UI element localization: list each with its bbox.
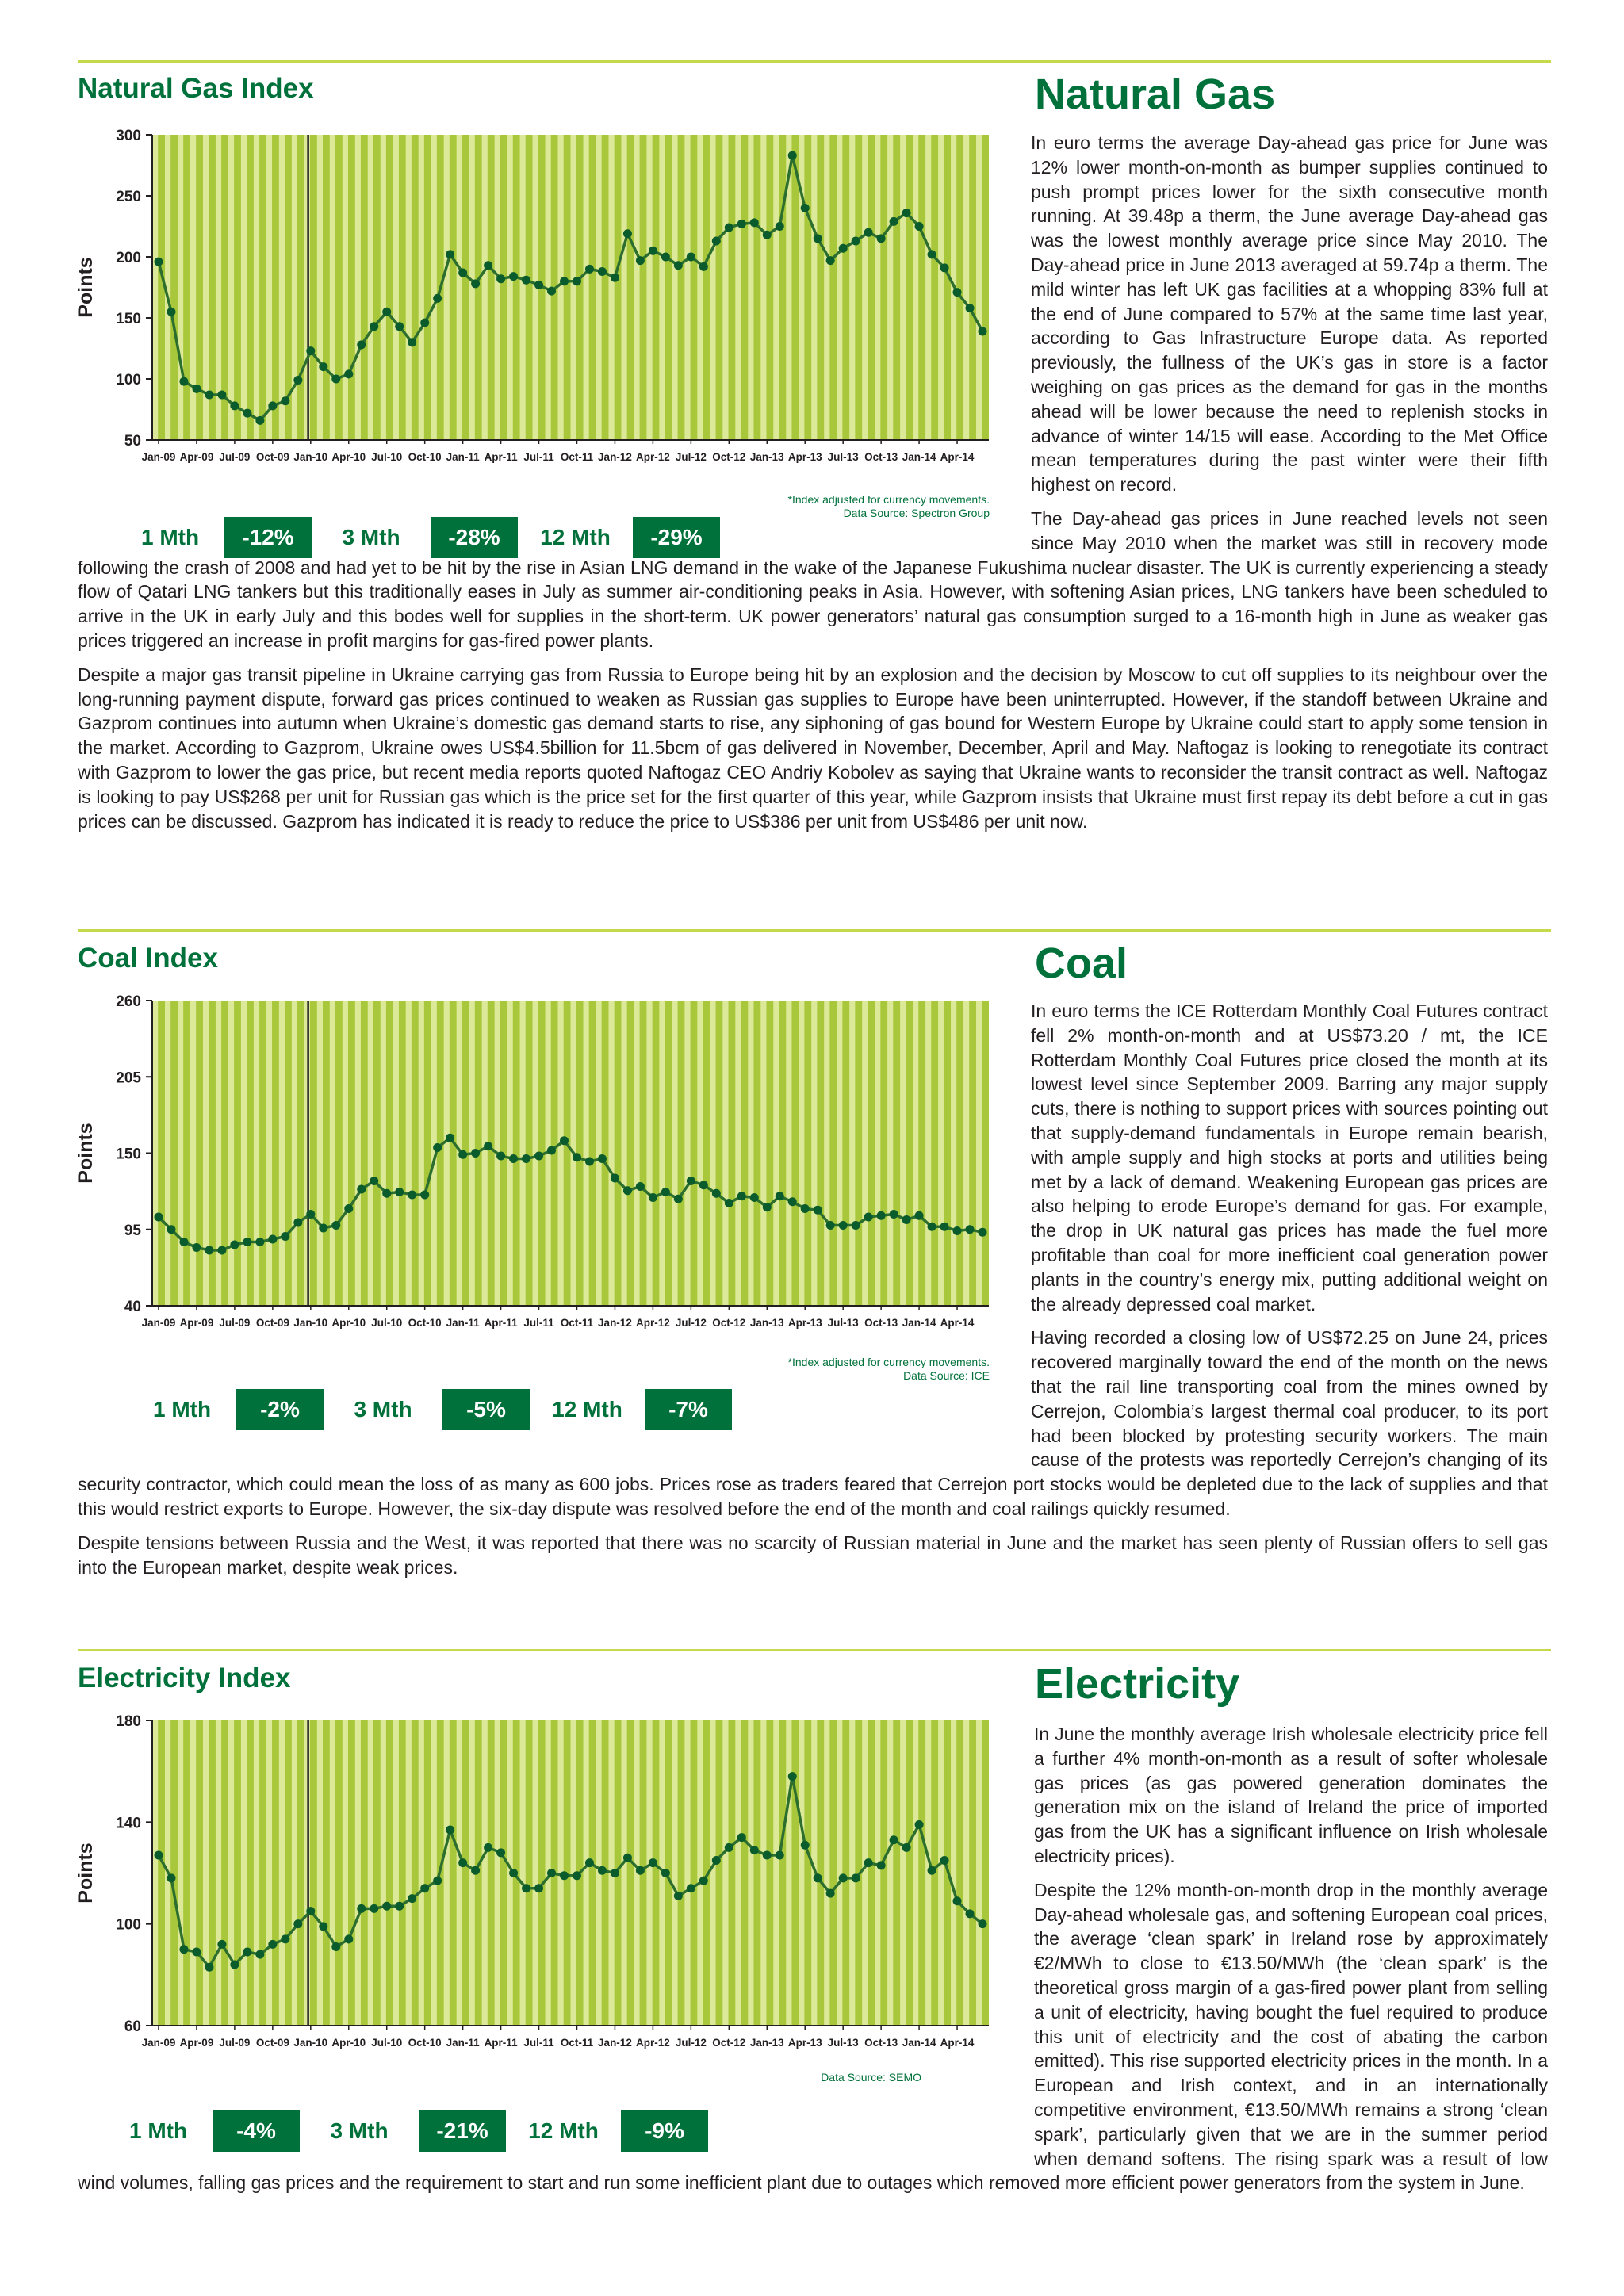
section-divider [78,929,1551,932]
y-tick-label: 205 [116,1070,141,1087]
x-tick-label: Apr-10 [331,451,366,463]
gas-note-currency: *Index adjusted for currency movements. [787,493,990,506]
electricity-paragraph-1: In June the monthly average Irish wholesale electricity price fell a further 4% month-on-month as a result of softer wholesale gas prices (as gas powered generation dominates the generation mix on the island of Ireland the price of imported gas from the UK has a significant influence on Irish wholesale electricity prices). [1034,1724,1548,1866]
x-tick-label: Oct-09 [255,451,289,463]
coal-paragraph-3: Despite tensions between Russia and the West, it was reported that there was no scarcity of Russian material in June and the market has seen plenty of Russian offers to sell gas into the European market, despite weak prices. [78,1532,1548,1578]
x-tick-label: Jul-11 [523,451,554,463]
x-tick-label: Apr-09 [179,1317,214,1329]
x-tick-label: Oct-12 [712,2037,746,2049]
coal-3m-badge: -5% [442,1389,530,1430]
coal-paragraph-2: Having recorded a closing low of US$72.25 on June 24, prices recovered marginally toward the end of the month on the news that the rail line transporting coal from the mines owned by Cerrejon, Colombia’s largest thermal coal producer, to its port had been blocked by protesting security workers. The main cause of the protests was reportedly Cerrejon’s changing of its security contractor, which could mean the loss of as many as 600 jobs. Prices rose as traders feared that Cerrejon port stocks would be depleted due to the lack of supplies and that this would restrict exports to Europe. However, the six-day dispute was resolved before the end of the month and coal railings quickly resumed. [78,1327,1548,1519]
electricity-1m-label: 1 Mth [129,2118,188,2143]
x-tick-label: Apr-11 [484,451,518,463]
x-tick-label: Apr-09 [179,2037,214,2049]
electricity-3m-badge: -21% [419,2110,506,2152]
y-tick-label: 200 [116,250,141,266]
y-axis-label: Points [75,257,97,318]
gas-paragraph-2: The Day-ahead gas prices in June reached levels not seen since May 2010 when the market was still in recovery mode following the crash of 2008 and had yet to be hit by the rise in Asian LNG demand in the wake of the Japanese Fukushima nuclear disaster. The UK is currently experiencing a steady flow of Qatari LNG tankers but this traditionally eases in July as summer air-conditioning peaks in Asia. However, with softening Asian prices, LNG tankers have been scheduled to arrive in the UK in early July and this bodes well for supplies in the short-term. UK power generators’ natural gas consumption surged to a 16-month high in June as weaker gas prices triggered an increase in profit margins for gas-fired power plants. [78,507,1548,651]
x-tick-label: Oct-11 [560,2037,594,2049]
x-tick-label: Jul-10 [371,451,403,463]
x-tick-label: Jul-13 [827,451,859,463]
x-tick-label: Apr-14 [940,1317,975,1329]
gas-article [78,131,1548,833]
x-tick-label: Jan-13 [749,1317,784,1329]
x-tick-label: Jan-14 [902,451,936,463]
x-tick-label: Jan-09 [141,2037,176,2049]
gas-12m-badge: -29% [633,517,720,558]
x-tick-label: Jan-13 [749,2037,784,2049]
x-tick-label: Jul-13 [827,1317,859,1329]
y-tick-label: 250 [116,189,141,205]
gas-section-title: Natural Gas [1035,71,1276,118]
section-divider [78,1649,1551,1651]
x-tick-label: Jul-12 [675,451,707,463]
y-axis-label: Points [75,1123,97,1184]
x-tick-label: Apr-14 [940,2037,975,2049]
gas-paragraph-1: In euro terms the average Day-ahead gas price for June was 12% lower month-on-month as bumper supplies continued to push prompt prices lower for the sixth consecutive month running. At 39.48p a therm, the June average Day-ahead gas was the lowest monthly average price since May 2010. The Day-ahead price in June 2013 averaged at 59.74p a therm. The mild winter has left UK gas facilities at a whopping 83% full at the end of June compared to 57% at the same time last year, according to Gas Infrastructure Europe data. As reported previously, the fullness of the UK’s gas in store is a factor weighing on gas prices as the demand for gas in the months ahead will be lower because the need to replenish stocks in advance of winter 14/15 will ease. According to the Met Office mean temperatures during the past winter were their fifth highest on record. [1031,132,1548,496]
section-divider [78,60,1551,63]
x-tick-label: Apr-10 [331,2037,366,2049]
x-tick-label: Apr-13 [787,1317,822,1329]
x-tick-label: Oct-13 [864,451,898,463]
x-tick-label: Apr-09 [179,451,214,463]
x-tick-label: Jul-12 [675,2037,707,2049]
x-tick-label: Apr-13 [787,2037,822,2049]
coal-3m-label: 3 Mth [354,1397,412,1422]
x-tick-label: Oct-11 [560,1317,594,1329]
x-tick-label: Jul-09 [219,2037,251,2049]
y-tick-label: 150 [116,311,141,327]
y-tick-label: 100 [116,1916,141,1934]
gas-paragraph-3: Despite a major gas transit pipeline in Ukraine carrying gas from Russia to Europe being hit by an explosion and the decision by Moscow to cut off supplies to its neighbour over the long-running payment dispute, forward gas prices continued to weaken as Russian gas supplies to Europe have been uninterrupted. However, if the standoff between Ukraine and Gazprom continues into autumn when Ukraine’s domestic gas demand starts to rise, any siphoning of gas bound for Western Europe by Ukraine could start to apply some tension in the market. According to Gazprom, Ukraine owes US$4.5billion for 11.5bcm of gas delivered in November, December, April and May. Naftogaz is looking to renegotiate its contract with Gazprom to lower the gas price, but recent media reports quoted Naftogaz CEO Andriy Kobolev as saying that Ukraine wants to reconsider the transit contract as well. Naftogaz is looking to pay US$268 per unit for Russian gas which is the price set for the first quarter of this year, while Gazprom insists that Ukraine must first repay its debt before a cut in gas prices can be discussed. Gazprom has indicated it is ready to reduce the price to US$386 per unit from US$486 per unit now. [78,664,1548,832]
x-tick-label: Jan-10 [293,1317,328,1329]
x-tick-label: Apr-14 [940,451,975,463]
x-tick-label: Apr-12 [636,2037,670,2049]
x-tick-label: Oct-13 [864,2037,898,2049]
gas-1m-label: 1 Mth [141,525,200,549]
x-tick-label: Jul-09 [219,451,251,463]
y-tick-label: 95 [124,1222,141,1239]
coal-index-title: Coal Index [78,943,218,974]
x-tick-label: Oct-13 [864,1317,898,1329]
x-tick-label: Jan-12 [598,1317,632,1329]
y-tick-label: 140 [116,1815,141,1832]
x-tick-label: Oct-11 [560,451,594,463]
electricity-12m-badge: -9% [621,2110,708,2152]
x-tick-label: Oct-10 [408,451,442,463]
x-tick-label: Jul-11 [523,2037,554,2049]
x-tick-label: Apr-10 [331,1317,366,1329]
electricity-article [78,1722,1548,2195]
coal-note-currency: *Index adjusted for currency movements. [787,1356,990,1368]
coal-paragraph-1: In euro terms the ICE Rotterdam Monthly Coal Futures contract fell 2% month-on-month and at US$73.20 / mt, the ICE Rotterdam Monthly Coal Futures price closed the month at its lowest level since September 2009. Barring any major supply cuts, there is nothing to support prices with sources pointing out that supply-demand fundamentals in Europe remain bearish, with ample supply and high stocks at ports and utilities being met by a lack of demand. Weakening European gas prices are also helping to erode Europe’s demand for gas. For example, the drop in UK natural gas prices has made the fuel more profitable than coal for more inefficient coal generation power plants in the country’s energy mix, putting additional weight on the already depressed coal market. [1031,1001,1548,1314]
x-tick-label: Apr-13 [787,451,822,463]
x-tick-label: Jan-11 [446,1317,480,1329]
electricity-3m-label: 3 Mth [330,2118,389,2143]
x-tick-label: Jul-10 [371,1317,403,1329]
x-tick-label: Jan-11 [446,2037,480,2049]
x-tick-label: Apr-12 [636,1317,670,1329]
y-tick-label: 180 [116,1713,141,1730]
x-tick-label: Jan-14 [902,2037,936,2049]
electricity-1m-badge: -4% [213,2110,300,2152]
coal-12m-label: 12 Mth [552,1397,622,1422]
x-tick-label: Jan-12 [598,2037,632,2049]
x-tick-label: Jul-12 [675,1317,707,1329]
y-tick-label: 260 [116,993,141,1010]
coal-12m-badge: -7% [645,1389,732,1430]
x-tick-label: Jan-10 [293,451,328,463]
electricity-note-source: Data Source: SEMO [821,2071,921,2084]
x-tick-label: Jul-13 [827,2037,859,2049]
y-tick-label: 50 [124,433,141,450]
y-tick-label: 300 [116,128,141,144]
x-tick-label: Jan-09 [141,1317,176,1329]
x-tick-label: Jul-11 [523,1317,554,1329]
x-tick-label: Oct-12 [712,451,746,463]
x-tick-label: Oct-09 [255,2037,289,2049]
x-tick-label: Oct-10 [408,2037,442,2049]
y-axis-label: Points [75,1843,97,1904]
x-tick-label: Oct-09 [255,1317,289,1329]
gas-3m-badge: -28% [431,517,518,558]
x-tick-label: Oct-10 [408,1317,442,1329]
x-tick-label: Jan-14 [902,1317,936,1329]
x-tick-label: Jul-09 [219,1317,251,1329]
y-tick-label: 60 [124,2019,141,2035]
x-tick-label: Apr-12 [636,451,670,463]
x-tick-label: Jul-10 [371,2037,403,2049]
x-tick-label: Apr-11 [484,2037,518,2049]
gas-note-source: Data Source: Spectron Group [843,507,990,519]
coal-section-title: Coal [1035,939,1128,987]
coal-1m-label: 1 Mth [153,1397,212,1422]
x-tick-label: Oct-12 [712,1317,746,1329]
gas-12m-label: 12 Mth [540,525,611,549]
x-tick-label: Jan-10 [293,2037,328,2049]
coal-note-source: Data Source: ICE [903,1369,990,1382]
x-tick-label: Jan-11 [446,451,480,463]
x-tick-label: Jan-09 [141,451,176,463]
y-tick-label: 100 [116,372,141,388]
y-tick-label: 40 [124,1299,141,1315]
electricity-section-title: Electricity [1035,1660,1240,1708]
gas-1m-badge: -12% [224,517,312,558]
x-tick-label: Jan-12 [598,451,632,463]
gas-3m-label: 3 Mth [342,525,400,549]
electricity-paragraph-2: Despite the 12% month-on-month drop in the monthly average Day-ahead wholesale gas, and softening European coal prices, the average ‘clean spark’ in Ireland rose by approximately €2/MWh to close to €13.50/MWh (the ‘clean spark’ is the theoretical gross margin of a gas-fired power plant from selling a unit of electricity, having bought the fuel required to produce this unit of electricity and the cost of abating the carbon emitted). This rise supported electricity prices in the month. In a European and Irish context, and in an internationally competitive environment, €13.50/MWh remains a strong ‘clean spark’, particularly given that we are in the summer period when demand softens. The rising spark was a result of low wind volumes, falling gas prices and the requirement to start and run some inefficient plant due to outages which removed more efficient power generators from the system in June. [78,1879,1548,2194]
electricity-12m-label: 12 Mth [528,2118,599,2143]
electricity-index-title: Electricity Index [78,1663,291,1693]
coal-article [78,999,1548,1579]
x-tick-label: Jan-13 [749,451,784,463]
gas-index-title: Natural Gas Index [78,73,314,104]
y-tick-label: 150 [116,1146,141,1163]
x-tick-label: Apr-11 [484,1317,518,1329]
coal-1m-badge: -2% [236,1389,324,1430]
